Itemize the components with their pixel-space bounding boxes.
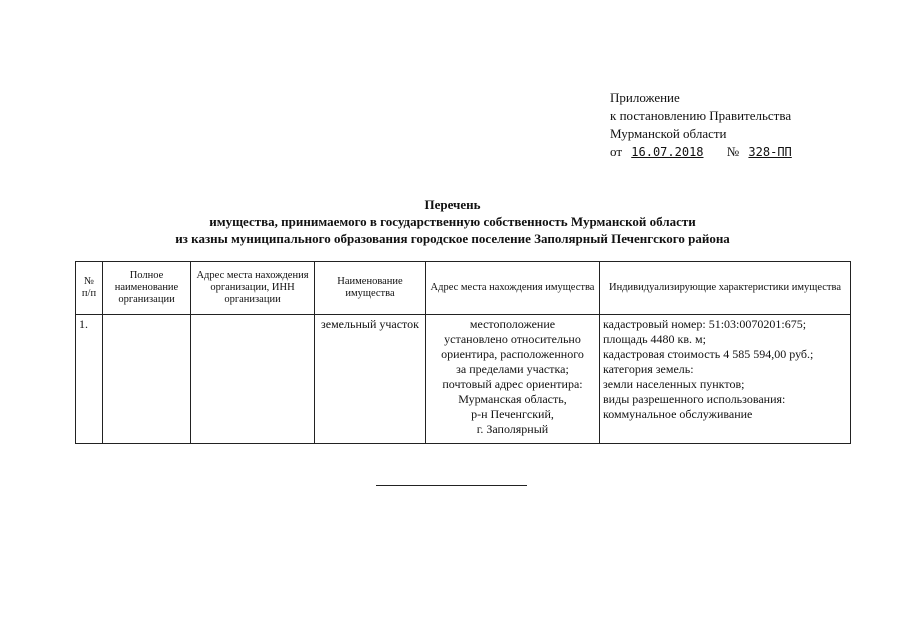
document-title bbox=[0, 196, 905, 247]
characteristic-line: кадастровая стоимость 4 585 594,00 руб.; bbox=[603, 347, 814, 361]
address-line: почтовый адрес ориентира: bbox=[442, 377, 583, 391]
header-num: № п/п bbox=[76, 262, 103, 315]
resolution-number: 328-ПП bbox=[748, 145, 792, 159]
cell-org-address bbox=[191, 315, 315, 444]
cell-property-address bbox=[426, 315, 600, 444]
address-line: установлено относительно bbox=[444, 332, 581, 346]
address-line: р-н Печенгский, bbox=[471, 407, 554, 421]
number-sign: № bbox=[726, 144, 740, 159]
table-header-row bbox=[76, 262, 851, 315]
title-line-3: из казны муниципального образования городское поселение Заполярный Печенгского района bbox=[175, 231, 730, 246]
appendix-line: Приложение bbox=[610, 90, 680, 105]
header-property-address: Адрес места нахождения имущества bbox=[426, 262, 600, 315]
header-org-name: Полное наименование организации bbox=[103, 262, 191, 315]
cell-num: 1. bbox=[76, 315, 103, 444]
appendix-line: к постановлению Правительства bbox=[610, 108, 792, 123]
address-line: Мурманская область, bbox=[458, 392, 567, 406]
appendix-block bbox=[610, 89, 798, 161]
date-prefix: от bbox=[610, 144, 623, 159]
characteristic-line: категория земель: bbox=[603, 362, 694, 376]
property-table bbox=[75, 261, 851, 444]
characteristic-line: площадь 4480 кв. м; bbox=[603, 332, 706, 346]
cell-characteristics bbox=[600, 315, 851, 444]
appendix-line: Мурманской области bbox=[610, 126, 727, 141]
cell-org-name bbox=[103, 315, 191, 444]
address-line: ориентира, расположенного bbox=[441, 347, 584, 361]
characteristic-line: земли населенных пунктов; bbox=[603, 377, 745, 391]
end-divider bbox=[376, 485, 527, 486]
characteristic-line: виды разрешенного использования: bbox=[603, 392, 786, 406]
header-characteristics: Индивидуализирующие характеристики имущества bbox=[600, 262, 851, 315]
resolution-date: 16.07.2018 bbox=[631, 145, 704, 159]
table-row bbox=[76, 315, 851, 444]
address-line: за пределами участка; bbox=[456, 362, 569, 376]
title-line-2: имущества, принимаемого в государственную собственность Мурманской области bbox=[209, 214, 696, 229]
title-line-1: Перечень bbox=[424, 197, 481, 212]
characteristic-line: кадастровый номер: 51:03:0070201:675; bbox=[603, 317, 807, 331]
header-org-address: Адрес места нахождения организации, ИНН организации bbox=[191, 262, 315, 315]
header-property-name: Наименование имущества bbox=[315, 262, 426, 315]
address-line: г. Заполярный bbox=[476, 422, 549, 436]
cell-property-name: земельный участок bbox=[315, 315, 426, 444]
address-line: местоположение bbox=[469, 317, 556, 331]
characteristic-line: коммунальное обслуживание bbox=[603, 407, 753, 421]
appendix-date-number-line bbox=[610, 143, 798, 161]
